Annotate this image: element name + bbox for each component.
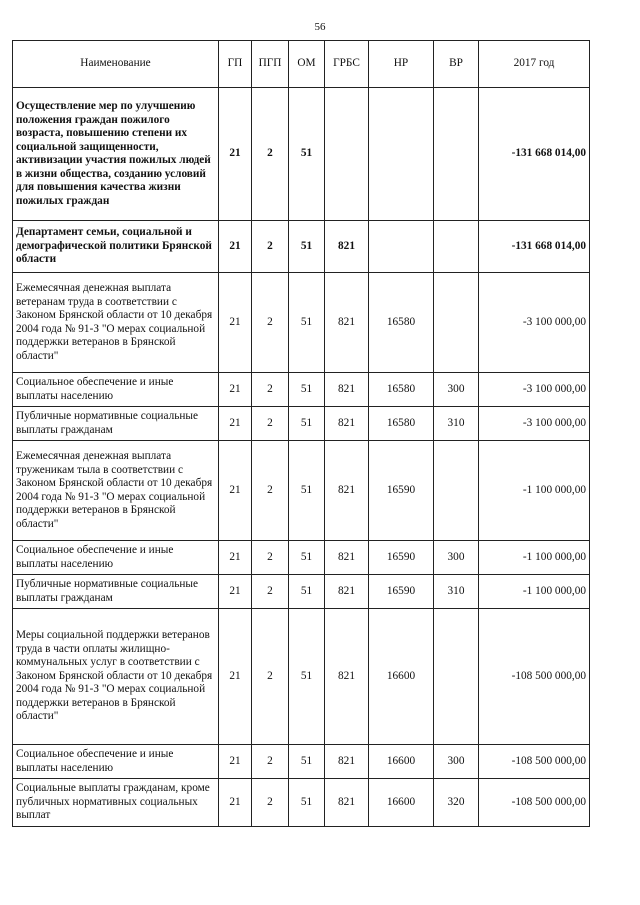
row-gp: 21 <box>219 407 252 441</box>
row-grbs <box>325 88 369 221</box>
row-name: Социальное обеспечение и иные выплаты населению <box>13 541 219 575</box>
row-amount: -131 668 014,00 <box>479 88 590 221</box>
row-grbs: 821 <box>325 221 369 273</box>
row-np <box>369 88 434 221</box>
table-row <box>13 575 590 609</box>
row-name: Осуществление мер по улучшению положения граждан пожилого возраста, повышению степени их социальной защищенности, активизации участия пожилых людей в жизни общества, созданию условий для повышения качества жизни пожилых граждан <box>13 88 219 221</box>
row-om: 51 <box>289 779 325 827</box>
row-np: 16580 <box>369 407 434 441</box>
row-om: 51 <box>289 373 325 407</box>
row-gp: 21 <box>219 779 252 827</box>
row-pgp: 2 <box>252 273 289 373</box>
table-row <box>13 745 590 779</box>
row-name: Социальное обеспечение и иные выплаты населению <box>13 373 219 407</box>
table-row <box>13 541 590 575</box>
row-name: Меры социальной поддержки ветеранов труда в части оплаты жилищно-коммунальных услуг в соответствии с Законом Брянской области от 10 декабря 2004 года № 91-З "О мерах социальной поддержки ветеранов в Брянской области" <box>13 609 219 745</box>
row-pgp: 2 <box>252 609 289 745</box>
row-name: Социальные выплаты гражданам, кроме публичных нормативных социальных выплат <box>13 779 219 827</box>
row-amount: -108 500 000,00 <box>479 609 590 745</box>
table-row <box>13 273 590 373</box>
row-grbs: 821 <box>325 745 369 779</box>
row-name: Департамент семьи, социальной и демографической политики Брянской области <box>13 221 219 273</box>
row-vr: 300 <box>434 373 479 407</box>
page-number: 56 <box>314 21 326 33</box>
row-pgp: 2 <box>252 779 289 827</box>
row-om: 51 <box>289 407 325 441</box>
header-gp: ГП <box>219 41 252 88</box>
row-name: Ежемесячная денежная выплата труженикам тыла в соответствии с Законом Брянской области от 10 декабря 2004 года № 91-З "О мерах социальной поддержки ветеранов в Брянской области" <box>13 441 219 541</box>
table-row <box>13 779 590 827</box>
row-amount: -1 100 000,00 <box>479 575 590 609</box>
header-om: ОМ <box>289 41 325 88</box>
row-om: 51 <box>289 441 325 541</box>
row-gp: 21 <box>219 88 252 221</box>
table-row <box>13 88 590 221</box>
row-gp: 21 <box>219 745 252 779</box>
row-vr <box>434 441 479 541</box>
row-name: Публичные нормативные социальные выплаты гражданам <box>13 575 219 609</box>
row-np: 16590 <box>369 575 434 609</box>
row-pgp: 2 <box>252 373 289 407</box>
row-amount: -3 100 000,00 <box>479 373 590 407</box>
row-np: 16600 <box>369 779 434 827</box>
header-pgp: ПГП <box>252 41 289 88</box>
row-vr <box>434 221 479 273</box>
row-name: Социальное обеспечение и иные выплаты населению <box>13 745 219 779</box>
row-name: Ежемесячная денежная выплата ветеранам труда в соответствии с Законом Брянской области от 10 декабря 2004 года № 91-З "О мерах социальной поддержки ветеранов в Брянской области" <box>13 273 219 373</box>
row-grbs: 821 <box>325 541 369 575</box>
row-grbs: 821 <box>325 373 369 407</box>
row-gp: 21 <box>219 541 252 575</box>
row-om: 51 <box>289 221 325 273</box>
row-gp: 21 <box>219 221 252 273</box>
row-amount: -131 668 014,00 <box>479 221 590 273</box>
table-row <box>13 373 590 407</box>
row-om: 51 <box>289 745 325 779</box>
row-om: 51 <box>289 541 325 575</box>
row-vr: 310 <box>434 575 479 609</box>
row-vr: 300 <box>434 745 479 779</box>
header-vr: ВР <box>434 41 479 88</box>
table-row <box>13 441 590 541</box>
row-np: 16590 <box>369 441 434 541</box>
row-grbs: 821 <box>325 441 369 541</box>
row-np: 16590 <box>369 541 434 575</box>
row-pgp: 2 <box>252 88 289 221</box>
row-grbs: 821 <box>325 609 369 745</box>
table-row <box>13 407 590 441</box>
header-np: НР <box>369 41 434 88</box>
row-np: 16580 <box>369 273 434 373</box>
row-np: 16600 <box>369 745 434 779</box>
row-gp: 21 <box>219 373 252 407</box>
row-vr: 300 <box>434 541 479 575</box>
row-grbs: 821 <box>325 273 369 373</box>
row-gp: 21 <box>219 609 252 745</box>
row-amount: -108 500 000,00 <box>479 779 590 827</box>
table-header-row <box>13 41 590 88</box>
row-name: Публичные нормативные социальные выплаты гражданам <box>13 407 219 441</box>
row-amount: -3 100 000,00 <box>479 407 590 441</box>
row-vr: 310 <box>434 407 479 441</box>
row-np <box>369 221 434 273</box>
row-np: 16600 <box>369 609 434 745</box>
row-amount: -1 100 000,00 <box>479 441 590 541</box>
row-om: 51 <box>289 88 325 221</box>
row-vr <box>434 88 479 221</box>
header-name: Наименование <box>13 41 219 88</box>
row-gp: 21 <box>219 441 252 541</box>
row-grbs: 821 <box>325 407 369 441</box>
row-amount: -1 100 000,00 <box>479 541 590 575</box>
row-amount: -3 100 000,00 <box>479 273 590 373</box>
row-vr: 320 <box>434 779 479 827</box>
table-row <box>13 221 590 273</box>
row-gp: 21 <box>219 273 252 373</box>
row-om: 51 <box>289 575 325 609</box>
row-pgp: 2 <box>252 441 289 541</box>
row-vr <box>434 273 479 373</box>
row-grbs: 821 <box>325 575 369 609</box>
row-vr <box>434 609 479 745</box>
row-gp: 21 <box>219 575 252 609</box>
row-grbs: 821 <box>325 779 369 827</box>
header-year: 2017 год <box>479 41 590 88</box>
row-np: 16580 <box>369 373 434 407</box>
row-pgp: 2 <box>252 745 289 779</box>
row-om: 51 <box>289 273 325 373</box>
budget-table <box>12 40 590 827</box>
row-pgp: 2 <box>252 575 289 609</box>
row-pgp: 2 <box>252 221 289 273</box>
row-pgp: 2 <box>252 407 289 441</box>
header-grbs: ГРБС <box>325 41 369 88</box>
row-om: 51 <box>289 609 325 745</box>
row-amount: -108 500 000,00 <box>479 745 590 779</box>
table-row <box>13 609 590 745</box>
row-pgp: 2 <box>252 541 289 575</box>
